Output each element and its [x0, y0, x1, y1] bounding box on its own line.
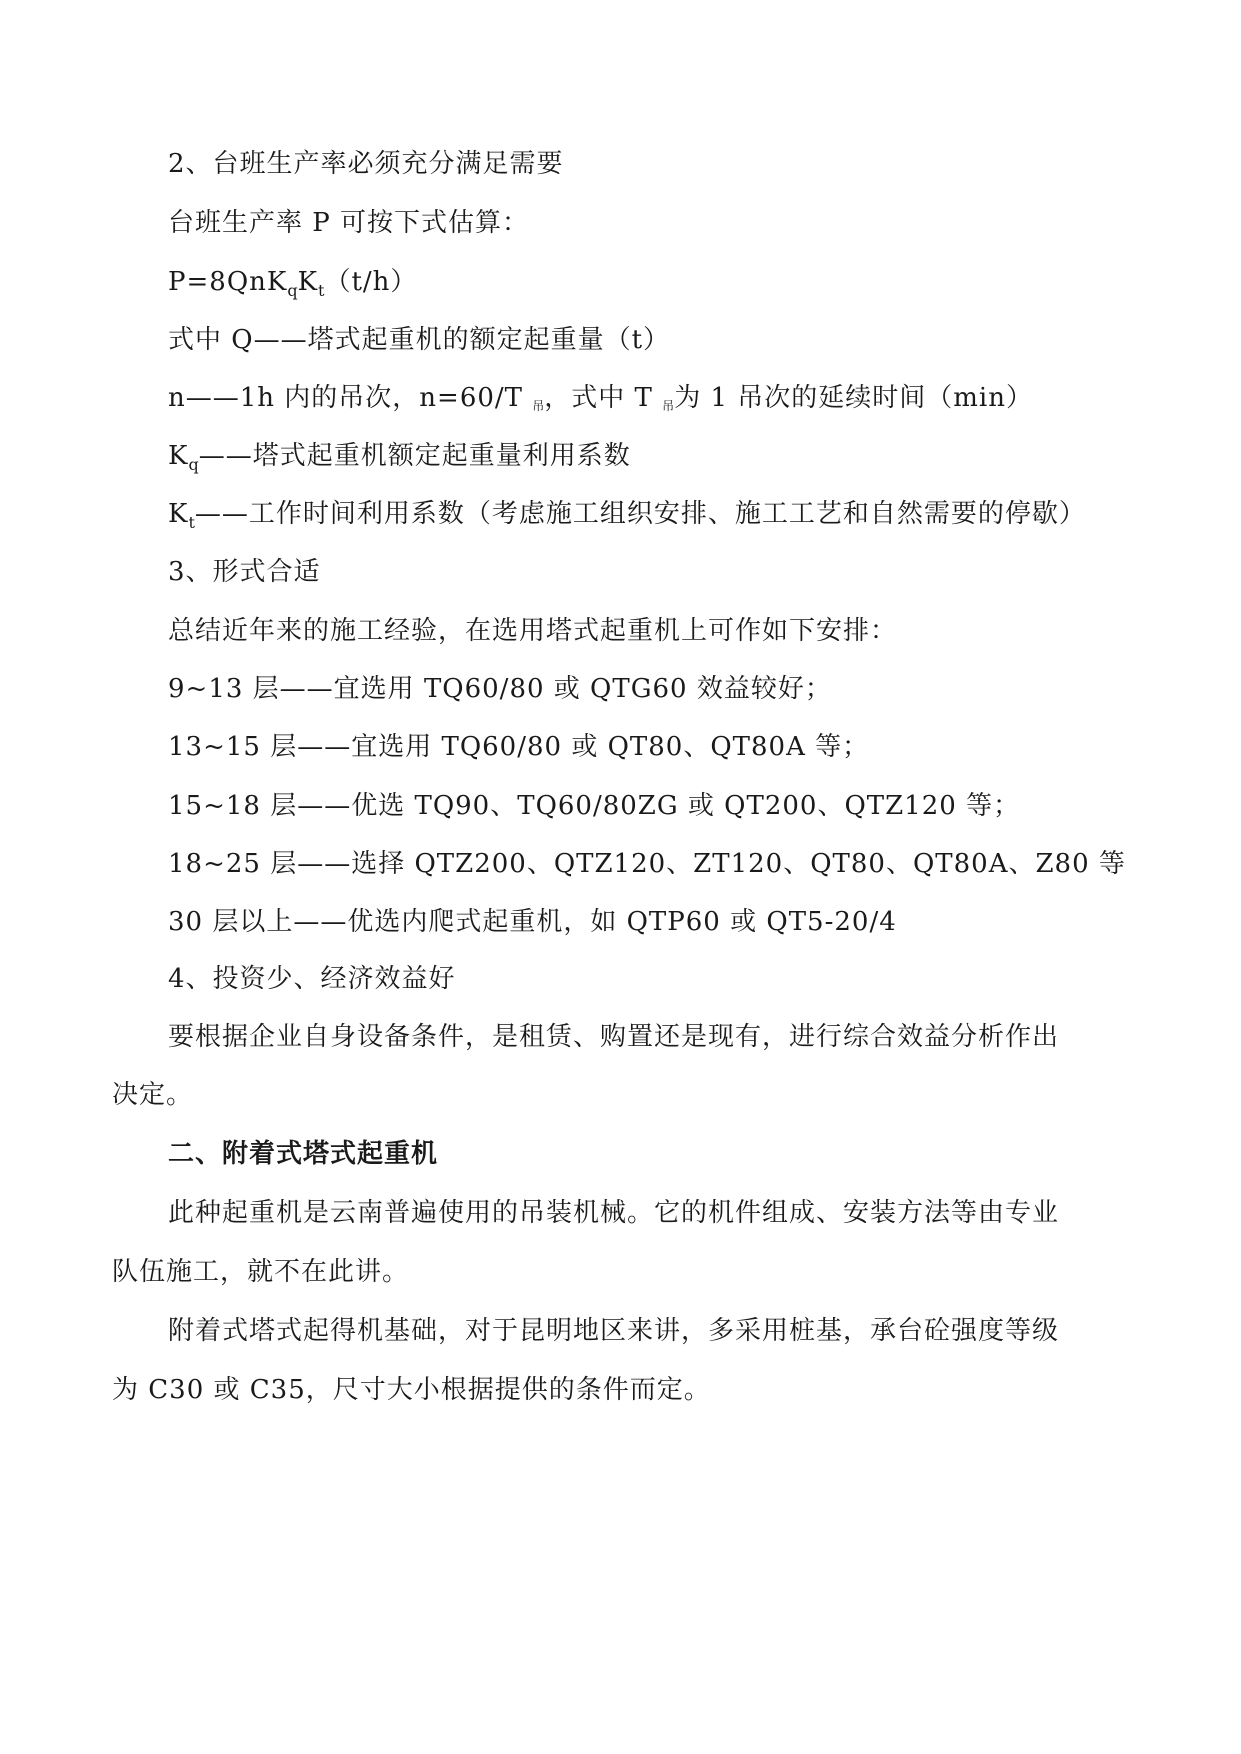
definition-n-sub-2: 吊	[662, 399, 675, 413]
definition-kt	[168, 497, 1086, 540]
definition-n-part-a: n——1h 内的吊次，n=60/T	[168, 383, 533, 413]
definition-n	[168, 381, 1033, 423]
section-heading-attached-crane: 二、附着式塔式起重机	[168, 1139, 439, 1169]
formula-suffix: （t/h）	[324, 267, 418, 297]
section-3-3-title: 3、形式合适	[168, 557, 321, 587]
section-3-2-title: 2、台班生产率必须充分满足需要	[168, 149, 564, 179]
section-3-4-title: 4、投资少、经济效益好	[168, 964, 456, 994]
definition-kq	[168, 439, 631, 482]
definition-kq-letter: K	[168, 441, 189, 471]
foundation-paragraph-line-2: 为 C30 或 C35，尺寸大小根据提供的条件而定。	[112, 1375, 711, 1405]
definition-kt-text: ——工作时间利用系数（考虑施工组织安排、施工工艺和自然需要的停歇）	[194, 499, 1086, 529]
productivity-formula	[168, 265, 417, 308]
productivity-intro: 台班生产率 P 可按下式估算：	[168, 208, 530, 238]
definition-kt-sub: t	[188, 513, 195, 532]
selection-intro: 总结近年来的施工经验，在选用塔式起重机上可作如下安排：	[168, 616, 898, 646]
investment-paragraph-line-1: 要根据企业自身设备条件，是租赁、购置还是现有，进行综合效益分析作出	[168, 1022, 1060, 1052]
definition-kt-letter: K	[168, 499, 189, 529]
definition-q: 式中 Q——塔式起重机的额定起重量（t）	[168, 325, 671, 355]
arrangement-item: 9~13 层——宜选用 TQ60/80 或 QTG60 效益较好；	[168, 674, 832, 704]
formula-mid: K	[297, 267, 318, 297]
crane-usage-paragraph-line-1: 此种起重机是云南普遍使用的吊装机械。它的机件组成、安装方法等由专业	[168, 1198, 1060, 1228]
definition-n-sub-1: 吊	[532, 399, 545, 413]
arrangement-item: 30 层以上——优选内爬式起重机，如 QTP60 或 QT5-20/4	[168, 907, 897, 937]
formula-sub-t: t	[318, 281, 325, 300]
definition-n-part-c: 为 1 吊次的延续时间（min）	[674, 383, 1033, 413]
definition-n-part-b: ，式中 T	[544, 383, 663, 413]
arrangement-item: 15~18 层——优选 TQ90、TQ60/80ZG 或 QT200、QTZ120 等；	[168, 791, 1021, 821]
arrangement-item: 13~15 层——宜选用 TQ60/80 或 QT80、QT80A 等；	[168, 732, 870, 762]
crane-usage-paragraph-line-2: 队伍施工，就不在此讲。	[112, 1257, 410, 1287]
investment-paragraph-line-2: 决定。	[112, 1080, 194, 1110]
formula-prefix: P=8QnK	[168, 267, 288, 297]
definition-kq-sub: q	[188, 455, 199, 474]
arrangement-item: 18~25 层——选择 QTZ200、QTZ120、ZT120、QT80、QT80A、Z80 等	[168, 849, 1126, 879]
formula-sub-q: q	[287, 281, 298, 300]
definition-kq-text: ——塔式起重机额定起重量利用系数	[198, 441, 631, 471]
foundation-paragraph-line-1: 附着式塔式起得机基础，对于昆明地区来讲，多采用桩基，承台砼强度等级	[168, 1316, 1060, 1346]
